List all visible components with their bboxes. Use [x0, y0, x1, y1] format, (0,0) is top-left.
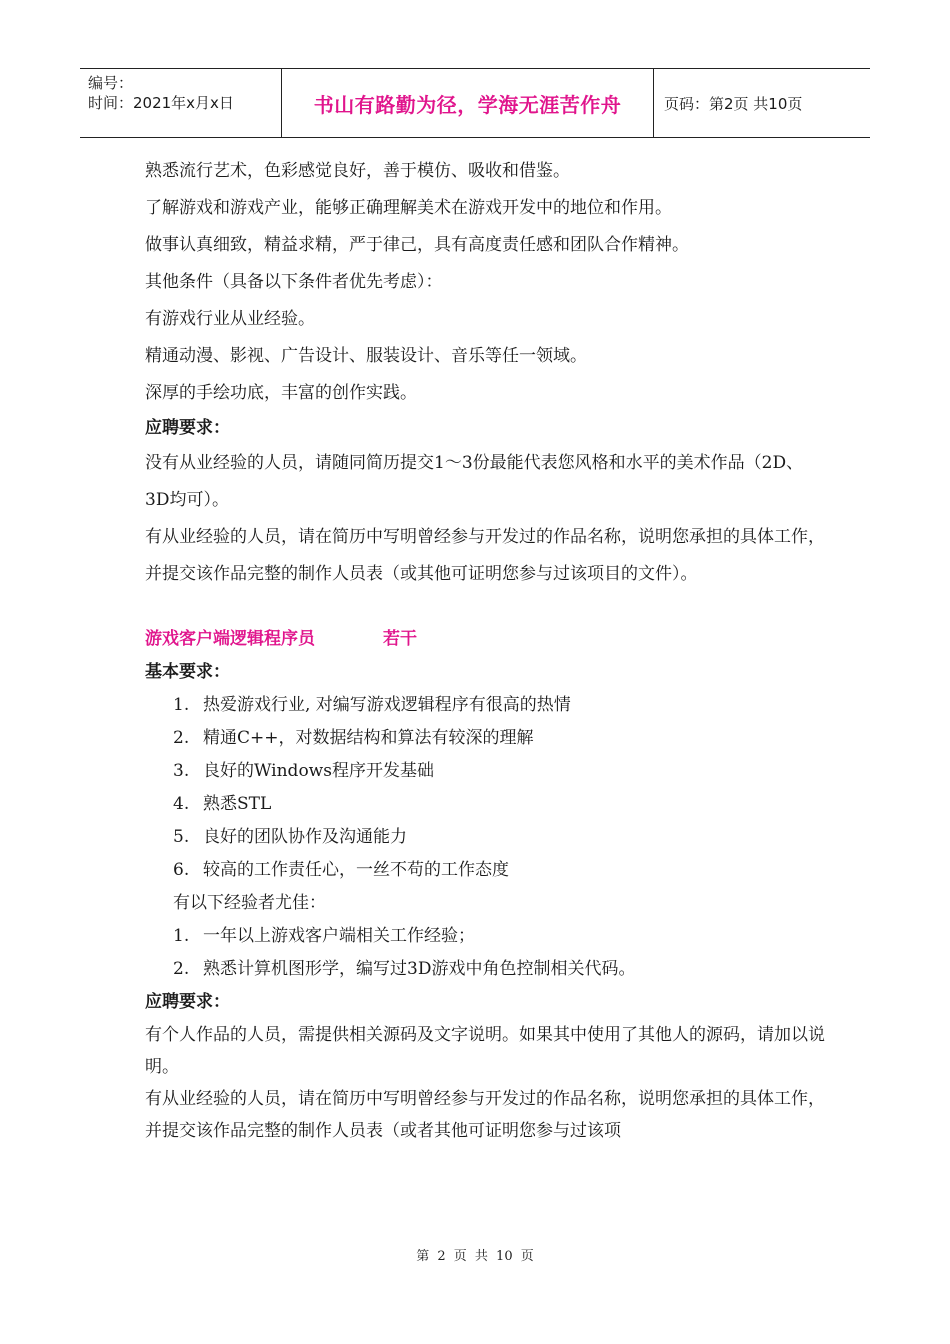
- list-item: [145, 953, 825, 986]
- job-title: [145, 623, 825, 656]
- item-text: 精通C++，对数据结构和算法有较深的理解: [203, 728, 534, 748]
- apply-heading: 应聘要求：: [145, 418, 230, 438]
- requirement-line: 深厚的手绘功底，丰富的创作实践。: [145, 383, 417, 403]
- item-number: 6.: [173, 860, 190, 880]
- header-motto: 书山有路勤为径，学海无涯苦作舟: [282, 69, 654, 137]
- item-text: 熟悉STL: [203, 794, 272, 814]
- item-number: 3.: [173, 761, 190, 781]
- list-item: [145, 854, 825, 887]
- document-body: [145, 153, 825, 1147]
- item-text: 较高的工作责任心，一丝不苟的工作态度: [203, 860, 509, 880]
- job-title-text: 游戏客户端逻辑程序员: [145, 629, 315, 649]
- item-text: 良好的团队协作及沟通能力: [203, 827, 407, 847]
- apply-paragraph: 有从业经验的人员，请在简历中写明曾经参与开发过的作品名称，说明您承担的具体工作，并提交该作品完整的制作人员表（或者其他可证明您参与过该项: [145, 1089, 825, 1141]
- list-item: [145, 755, 825, 788]
- apply-heading: 应聘要求：: [145, 992, 230, 1012]
- apply-paragraph: 没有从业经验的人员，请随同简历提交1～3份最能代表您风格和水平的美术作品（2D、3D均可）。: [145, 453, 804, 510]
- item-number: 5.: [173, 827, 190, 847]
- requirement-line: 精通动漫、影视、广告设计、服装设计、音乐等任一领域。: [145, 346, 587, 366]
- requirement-line: 熟悉流行艺术，色彩感觉良好，善于模仿、吸收和借鉴。: [145, 161, 570, 181]
- header-page-info: 页码：第2页 共10页: [664, 94, 803, 113]
- item-text: 热爱游戏行业, 对编写游戏逻辑程序有很高的热情: [203, 695, 571, 715]
- item-number: 4.: [173, 794, 190, 814]
- list-item: [145, 689, 825, 722]
- item-text: 熟悉计算机图形学，编写过3D游戏中角色控制相关代码。: [203, 959, 636, 979]
- list-item: [145, 920, 825, 953]
- basic-heading: 基本要求：: [145, 662, 230, 682]
- item-number: 2.: [173, 728, 190, 748]
- section-art-requirements: [145, 153, 825, 593]
- item-number: 2.: [173, 959, 190, 979]
- item-text: 一年以上游戏客户端相关工作经验；: [203, 926, 475, 946]
- requirement-line: 做事认真细致，精益求精，严于律己，具有高度责任感和团队合作精神。: [145, 235, 689, 255]
- header-meta: [80, 69, 282, 137]
- list-item: [145, 821, 825, 854]
- apply-paragraph: 有个人作品的人员，需提供相关源码及文字说明。如果其中使用了其他人的源码，请加以说明。: [145, 1025, 825, 1077]
- requirement-line: 有游戏行业从业经验。: [145, 309, 315, 329]
- list-item: [145, 722, 825, 755]
- apply-paragraph: 有从业经验的人员，请在简历中写明曾经参与开发过的作品名称，说明您承担的具体工作，并提交该作品完整的制作人员表（或其他可证明您参与过该项目的文件）。: [145, 527, 825, 584]
- item-number: 1.: [173, 695, 190, 715]
- requirement-line: 其他条件（具备以下条件者优先考虑）：: [145, 272, 443, 292]
- date-label: 时间：2021年x月x日: [88, 94, 234, 112]
- plus-label: 有以下经验者尤佳：: [173, 893, 326, 913]
- requirement-line: 了解游戏和游戏产业，能够正确理解美术在游戏开发中的地位和作用。: [145, 198, 672, 218]
- item-text: 良好的Windows程序开发基础: [203, 761, 434, 781]
- job-count: 若干: [383, 629, 417, 649]
- serial-label: 编号：: [88, 74, 134, 92]
- item-number: 1.: [173, 926, 190, 946]
- section-client-programmer: [145, 623, 825, 1147]
- page-header: [80, 68, 870, 138]
- page-footer: 第 2 页 共 10 页: [416, 1249, 534, 1264]
- list-item: [145, 788, 825, 821]
